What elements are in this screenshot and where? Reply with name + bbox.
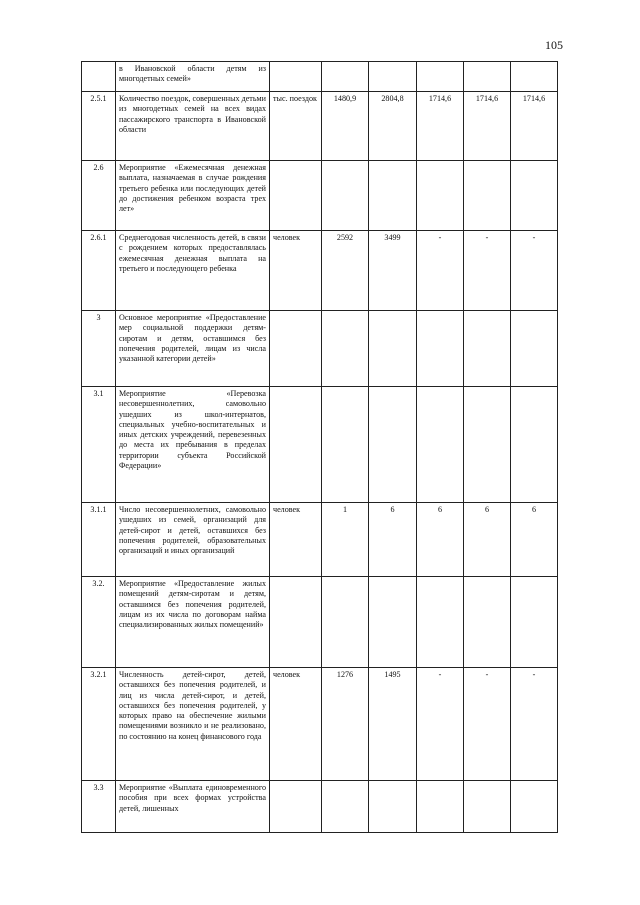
indicator-name-cell: Число несовершеннолетних, самовольно ушедших из семей, организаций для детей-сирот и детей, оставшихся без попечения родителей, образовательных организаций и иных организаций [116,503,270,577]
value-cell [322,161,369,231]
value-cell [464,387,511,503]
row-number-cell: 3 [82,311,116,387]
unit-cell [270,62,322,92]
value-cell [369,62,417,92]
indicator-name-cell: в Ивановской области детям из многодетных семей» [116,62,270,92]
value-cell [369,387,417,503]
value-cell: - [464,231,511,311]
value-cell: 1714,6 [511,92,558,161]
row-number-cell: 2.6 [82,161,116,231]
unit-cell [270,311,322,387]
value-cell: 2804,8 [369,92,417,161]
value-cell: 2592 [322,231,369,311]
row-number-cell: 3.1.1 [82,503,116,577]
value-cell [464,62,511,92]
value-cell [369,577,417,668]
value-cell [511,387,558,503]
unit-cell [270,577,322,668]
indicator-name-cell: Мероприятие «Ежемесячная денежная выплата, назначаемая в случае рождения третьего ребенка или последующих детей до достижения ребенком возраста трех лет» [116,161,270,231]
unit-cell [270,387,322,503]
value-cell [464,577,511,668]
unit-cell: человек [270,503,322,577]
value-cell: 1 [322,503,369,577]
value-cell [417,387,464,503]
page-number: 105 [545,38,563,52]
row-number-cell: 2.6.1 [82,231,116,311]
value-cell [369,311,417,387]
table-row [82,311,558,387]
indicator-name-cell: Мероприятие «Предоставление жилых помещений детям-сиротам и детям, оставшимся без попечения родителей, лицам из их числа по договорам найма специализированных жилых помещений» [116,577,270,668]
value-cell: 6 [369,503,417,577]
value-cell: - [464,668,511,781]
table-row [82,781,558,833]
value-cell: 1480,9 [322,92,369,161]
row-number-cell: 3.2.1 [82,668,116,781]
value-cell [464,311,511,387]
indicators-table [81,61,558,833]
value-cell: 1714,6 [417,92,464,161]
table-row [82,503,558,577]
value-cell: - [511,668,558,781]
indicator-name-cell: Количество поездок, совершенных детьми из многодетных семей на всех видах пассажирского транспорта в Ивановской области [116,92,270,161]
value-cell [417,62,464,92]
table-row [82,577,558,668]
value-cell: 1495 [369,668,417,781]
value-cell: 6 [464,503,511,577]
value-cell [417,781,464,833]
row-number-cell: 3.3 [82,781,116,833]
row-number-cell: 3.2. [82,577,116,668]
table-row [82,161,558,231]
value-cell [464,781,511,833]
indicator-name-cell: Численность детей-сирот, детей, оставшихся без попечения родителей, и лиц из числа детей-сирот, и детей, оставшихся без попечения родителей, у которых право на обеспечение жилыми помещениями возникло и не реализовано, по состоянию на конец финансового года [116,668,270,781]
value-cell: 6 [511,503,558,577]
value-cell [322,577,369,668]
value-cell: 1714,6 [464,92,511,161]
value-cell: 6 [417,503,464,577]
value-cell: - [417,668,464,781]
table-row [82,62,558,92]
value-cell [322,387,369,503]
value-cell [417,311,464,387]
unit-cell [270,781,322,833]
unit-cell: человек [270,668,322,781]
row-number-cell: 3.1 [82,387,116,503]
value-cell [511,781,558,833]
value-cell: - [511,231,558,311]
row-number-cell [82,62,116,92]
value-cell [417,577,464,668]
value-cell [511,161,558,231]
indicator-name-cell: Мероприятие «Выплата единовременного пособия при всех формах устройства детей, лишенных [116,781,270,833]
table-row [82,387,558,503]
indicator-name-cell: Среднегодовая численность детей, в связи с рождением которых предоставлялась ежемесячная денежная выплата на третьего и последующего ребенка [116,231,270,311]
table-row [82,231,558,311]
value-cell [369,161,417,231]
value-cell: 1276 [322,668,369,781]
unit-cell [270,161,322,231]
value-cell [322,62,369,92]
table-row [82,668,558,781]
value-cell [511,62,558,92]
table-row [82,92,558,161]
value-cell [417,161,464,231]
value-cell [511,311,558,387]
indicator-name-cell: Основное мероприятие «Предоставление мер социальной поддержки детям-сиротам и детям, оставшимся без попечения родителей, лицам из числа указанной категории детей» [116,311,270,387]
value-cell: 3499 [369,231,417,311]
value-cell [322,311,369,387]
value-cell [369,781,417,833]
value-cell [322,781,369,833]
value-cell [464,161,511,231]
unit-cell: человек [270,231,322,311]
unit-cell: тыс. поездок [270,92,322,161]
row-number-cell: 2.5.1 [82,92,116,161]
value-cell [511,577,558,668]
value-cell: - [417,231,464,311]
indicator-name-cell: Мероприятие «Перевозка несовершеннолетних, самовольно ушедших из школ-интернатов, специальных учебно-воспитательных и иных детских учреждений, перевезенных до места их пребывания в пределах территории субъекта Российской Федерации» [116,387,270,503]
